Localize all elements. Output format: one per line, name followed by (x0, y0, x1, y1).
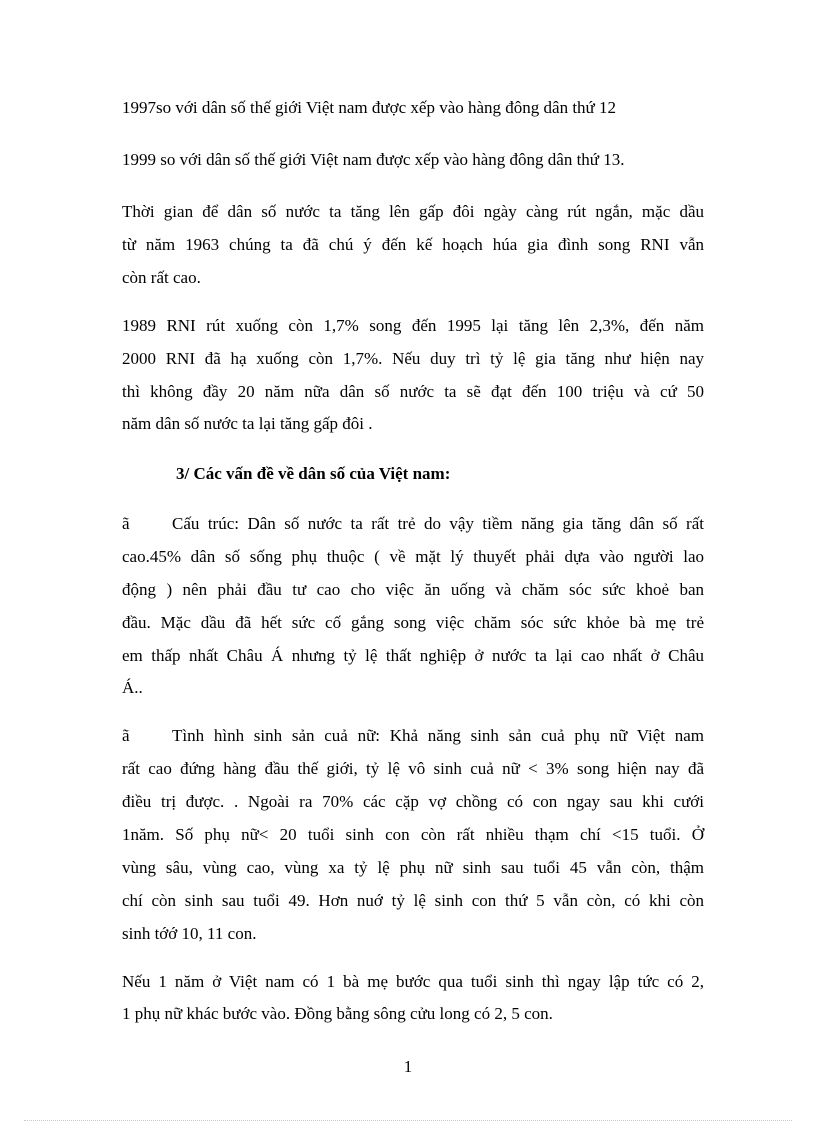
bullet-marker: ã (122, 726, 130, 745)
bullet-paragraph-line: cao.45% dân số sống phụ thuộc ( về mặt lý thuyết phải dựa vào người lao (122, 547, 704, 566)
paragraph-line: thì không đầy 20 năm nữa dân số nước ta sẽ đạt đến 100 triệu và cứ 50 (122, 382, 704, 401)
bullet-marker: ã (122, 514, 130, 533)
bullet-paragraph-line: rất cao đứng hàng đầu thế giới, tỷ lệ vô sinh cuả nữ < 3% song hiện nay đã (122, 759, 704, 778)
paragraph-line: 1 phụ nữ khác bước vào. Đồng bằng sông cửu long có 2, 5 con. (122, 1004, 553, 1023)
bullet-paragraph-line: vùng sâu, vùng cao, vùng xa tỷ lệ phụ nữ sinh sau tuổi 45 vẫn còn, thậm (122, 858, 704, 877)
bullet-paragraph-line: Tình hình sinh sản cuả nữ: Khả năng sinh sản cuả phụ nữ Việt nam (172, 726, 704, 745)
bullet-paragraph-line: điều trị được. . Ngoài ra 70% các cặp vợ chồng có con ngay sau khi cưới (122, 792, 704, 811)
bullet-paragraph-line: sinh tớớ 10, 11 con. (122, 924, 257, 943)
paragraph-line: năm dân số nước ta lại tăng gấp đôi . (122, 414, 373, 433)
bullet-paragraph-line: 1năm. Số phụ nữ< 20 tuổi sinh con còn rất nhiều thạm chí <15 tuổi. Ở (122, 825, 704, 844)
paragraph-line: 1997so với dân số thế giới Việt nam được xếp vào hàng đông dân thứ 12 (122, 98, 617, 117)
paragraph-line: 1989 RNI rút xuống còn 1,7% song đến 1995 lại tăng lên 2,3%, đến năm (122, 316, 704, 335)
paragraph-line: Thời gian để dân số nước ta tăng lên gấp đôi ngày càng rút ngắn, mặc dầu (122, 202, 704, 221)
paragraph-line: 1999 so với dân số thế giới Việt nam được xếp vào hàng đông dân thứ 13. (122, 150, 625, 169)
section-heading: 3/ Các vấn đề về dân số của Việt nam: (176, 464, 451, 483)
bullet-paragraph-line: chí còn sinh sau tuổi 49. Hơn nuớ tỷ lệ sinh con thứ 5 vẫn còn, có khi còn (122, 891, 704, 910)
bullet-paragraph-line: Á.. (122, 678, 143, 697)
paragraph-line: Nếu 1 năm ở Việt nam có 1 bà mẹ bước qua tuổi sinh thì ngay lập tức có 2, (122, 972, 704, 991)
paragraph-line: còn rất cao. (122, 268, 201, 287)
paragraph-line: 2000 RNI đã hạ xuống còn 1,7%. Nếu duy trì tỷ lệ gia tăng như hiện nay (122, 349, 704, 368)
bullet-paragraph-line: em thấp nhất Châu Á nhưng tỷ lệ thất nghiệp ở nước ta lại cao nhất ở Châu (122, 646, 704, 665)
paragraph-line: từ năm 1963 chúng ta đã chú ý đến kế hoạch húa gia đình song RNI vẫn (122, 235, 704, 254)
page-number: 1 (403, 1057, 413, 1076)
bullet-paragraph-line: Cấu trúc: Dân số nước ta rất trẻ do vậy tiềm năng gia tăng dân số rất (172, 514, 704, 533)
bullet-paragraph-line: đầu. Mặc dầu đã hết sức cố gắng song việc chăm sóc sức khỏe bà mẹ trẻ (122, 613, 704, 632)
page-bottom-edge (24, 1120, 792, 1121)
bullet-paragraph-line: động ) nên phải đầu tư cao cho việc ăn uống và chăm sóc sức khoẻ ban (122, 580, 704, 599)
